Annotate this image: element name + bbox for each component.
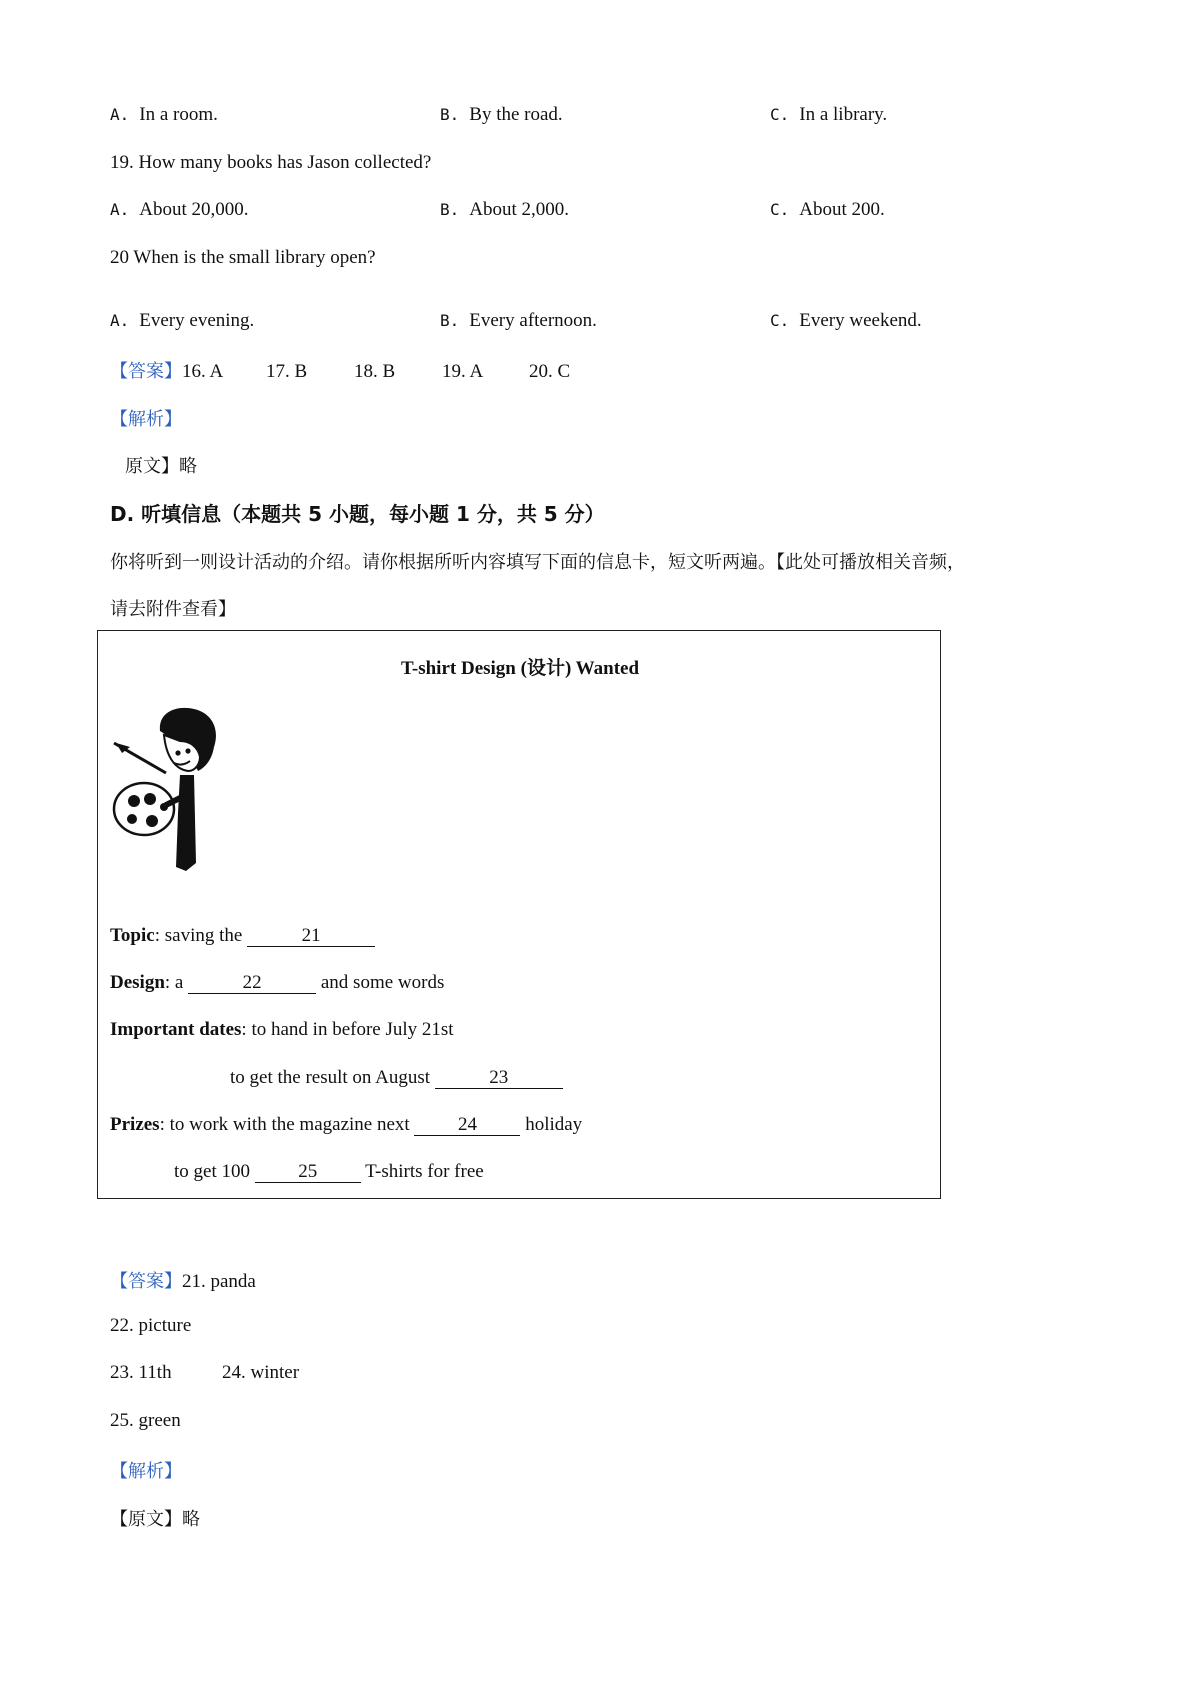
- section-d-intro-line1: 你将听到一则设计活动的介绍。请你根据所听内容填写下面的信息卡，短文听两遍。【此处可播放相关音频，: [110, 552, 965, 573]
- boy-painting-illustration: [108, 703, 228, 883]
- q19-option-c: C. About 200.: [770, 199, 885, 220]
- design-line: Design: a 22 and some words: [110, 972, 445, 993]
- q20-question: 20 When is the small library open?: [110, 247, 376, 268]
- card-title: T-shirt Design (设计) Wanted: [400, 658, 640, 679]
- q18-option-a: A. In a room.: [110, 104, 218, 125]
- answer-item: 19. A: [442, 361, 484, 382]
- prizes-line: Prizes: to work with the magazine next 24 holiday: [110, 1114, 583, 1135]
- blank-23: 23: [435, 1068, 563, 1089]
- q18-option-b: B. By the road.: [440, 104, 563, 125]
- important-dates-line: Important dates: to hand in before July 21st: [110, 1019, 454, 1040]
- answer-item: 20. C: [529, 361, 571, 382]
- answer-row-2: [110, 1267, 256, 1293]
- free-tshirts-line: to get 100 25 T-shirts for free: [174, 1161, 484, 1182]
- answer-item: 17. B: [266, 361, 308, 382]
- answer-tag: 【答案】: [110, 361, 182, 382]
- q19-question: 19. How many books has Jason collected?: [110, 152, 432, 173]
- blank-21: 21: [247, 926, 375, 947]
- q20-option-c: C. Every weekend.: [770, 310, 922, 331]
- answer-21: 21. panda: [182, 1271, 256, 1292]
- answer-item: 16. A: [182, 361, 224, 382]
- original-text-1: 原文】略: [125, 456, 197, 477]
- q19-option-a: A. About 20,000.: [110, 199, 249, 220]
- answer-22: 22. picture: [110, 1315, 192, 1336]
- answer-item: 18. B: [354, 361, 396, 382]
- analysis-tag-1: 【解析】: [110, 409, 182, 430]
- q18-option-c: C. In a library.: [770, 104, 888, 125]
- blank-24: 24: [414, 1115, 520, 1136]
- original-text-2: 【原文】略: [110, 1509, 200, 1530]
- section-d-heading: D. 听填信息（本题共 5 小题，每小题 1 分，共 5 分）: [110, 502, 605, 526]
- answer-tag: 【答案】: [110, 1271, 182, 1292]
- answer-row-1: [110, 357, 570, 383]
- answer-row-23-24: [110, 1362, 299, 1384]
- q19-option-b: B. About 2,000.: [440, 199, 570, 220]
- answer-23: 23. 11th: [110, 1362, 172, 1383]
- q20-option-a: A. Every evening.: [110, 310, 255, 331]
- answer-24: 24. winter: [222, 1362, 300, 1383]
- info-card: [97, 630, 941, 1199]
- topic-line: Topic: saving the 21: [110, 925, 375, 947]
- analysis-tag-2: 【解析】: [110, 1461, 182, 1482]
- answer-25: 25. green: [110, 1410, 181, 1431]
- q20-option-b: B. Every afternoon.: [440, 310, 597, 331]
- result-line: to get the result on August 23: [230, 1067, 563, 1089]
- blank-22: 22: [188, 973, 316, 994]
- section-d-intro-line2: 请去附件查看】: [110, 599, 236, 620]
- blank-25: 25: [255, 1162, 361, 1183]
